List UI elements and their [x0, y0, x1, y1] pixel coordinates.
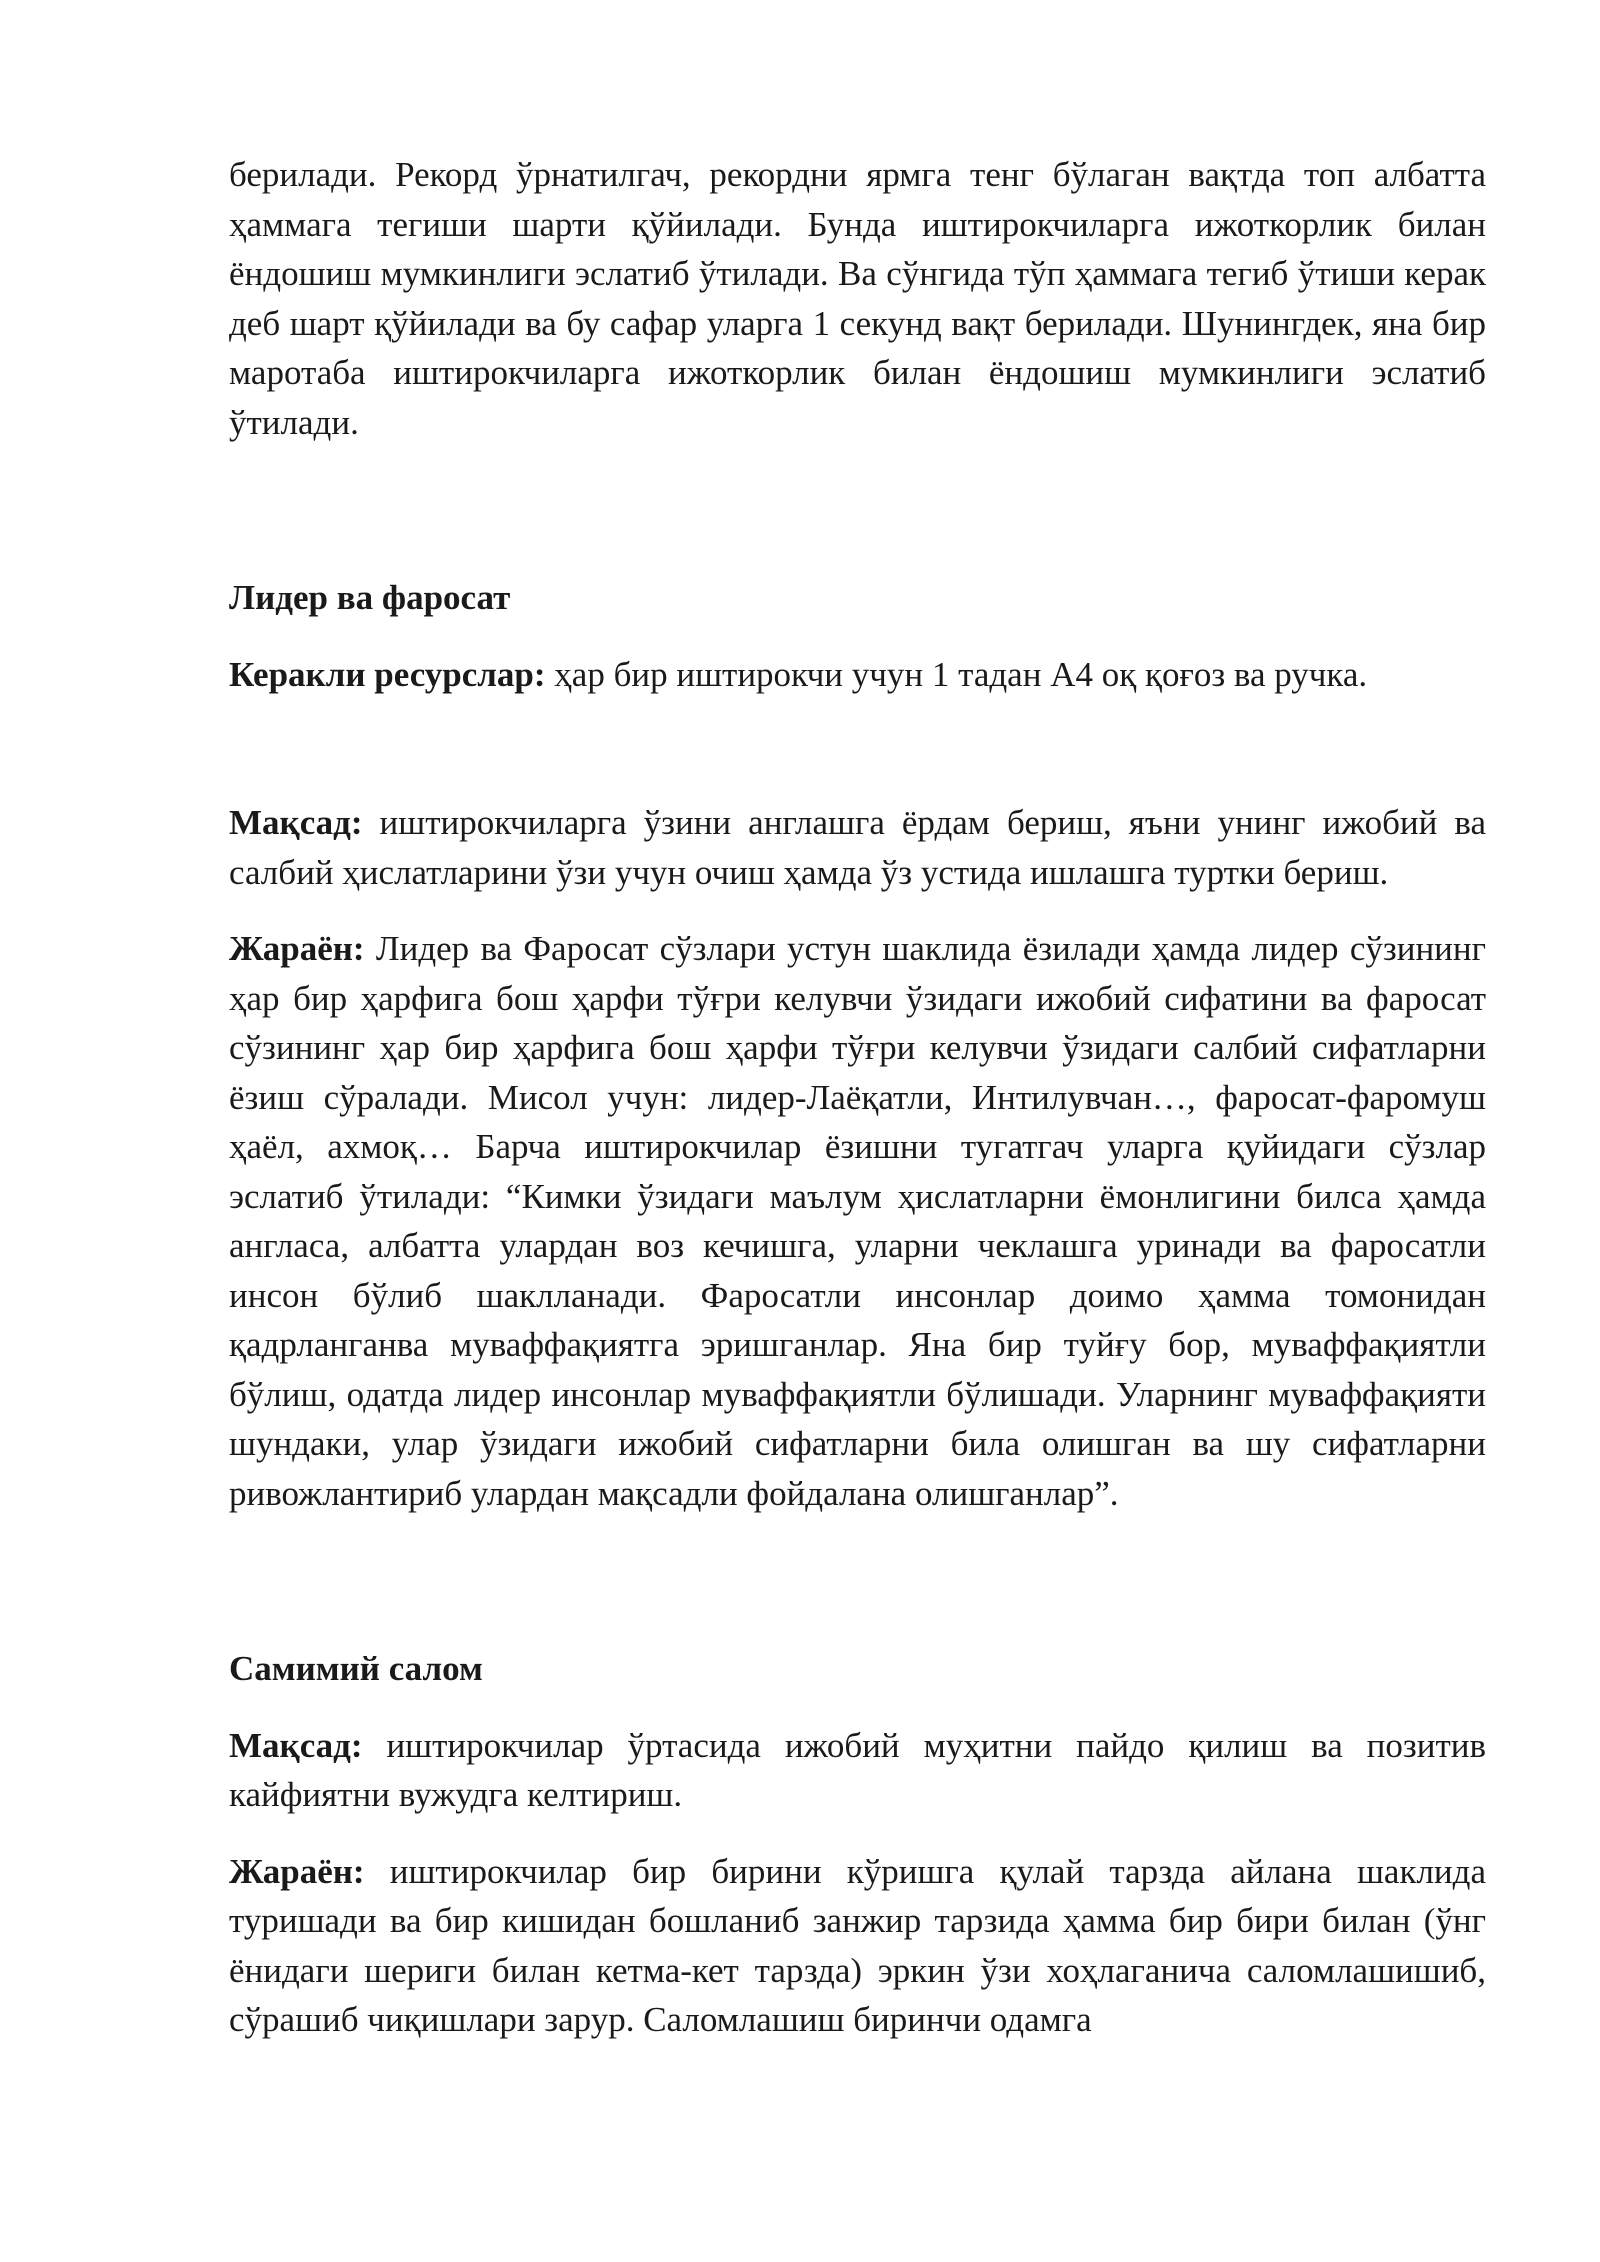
goal-label: Мақсад:: [229, 803, 363, 842]
process-text: Лидер ва Фаросат сўзлари устун шаклида ёзилади ҳамда лидер сўзининг ҳар бир ҳарфига бош ҳарфи тўғри келувчи ўзидаги ижобий сифатини ва фаросат сўзининг ҳар бир ҳарфига бош ҳарфи тўғри келувчи ўзидаги салбий сифатларни ёзиш сўралади. Мисол учун: лидер-Лаёқатли, Интилувчан…, фаросат-фаромуш ҳаёл, ахмоқ… Барча иштирокчилар ёзишни тугатгач уларга қуйидаги сўзлар эслатиб ўтилади: “Кимки ўзидаги маълум ҳислатларни ёмонлигини билса ҳамда англаса, албатта улардан воз кечишга, уларни чеклашга уринади ва фаросатли инсон бўлиб шаклланади. Фаросатли инсонлар доимо ҳамма томонидан қадрланганва муваффақиятга эришганлар. Яна бир туйғу бор, муваффақиятли бўлиш, одатда лидер инсонлар муваффақиятли бўлишади. Уларнинг муваффақияти шундаки, улар ўзидаги ижобий сифатларни била олишган ва шу сифатларни ривожлантириб улардан мақсадли фойдалана олишганлар”.: [229, 929, 1486, 1513]
resources-paragraph: [229, 650, 1486, 700]
process-label: Жараён:: [229, 1851, 365, 1891]
goal-text: иштирокчилар ўртасида ижобий муҳитни пайдо қилиш ва позитив кайфиятни вужудга келтириш.: [229, 1725, 1486, 1814]
resources-label: Керакли ресурслар:: [229, 654, 546, 694]
section-title-leader: Лидер ва фаросат: [229, 578, 511, 617]
process-paragraph-greeting: [229, 1847, 1486, 2045]
section-title-greeting: Самимий салом: [229, 1649, 483, 1688]
goal-label: Мақсад:: [229, 1725, 363, 1765]
goal-text: иштирокчиларга ўзини англашга ёрдам бериш, яъни унинг ижобий ва салбий ҳислатларини ўзи учун очиш ҳамда ўз устида ишлашга туртки бериш.: [229, 803, 1486, 892]
goal-paragraph-leader: [229, 798, 1486, 897]
document-page: [229, 150, 1486, 2045]
intro-paragraph: берилади. Рекорд ўрнатилгач, рекордни ярмга тенг бўлаган вақтда топ албатта ҳаммага тегиши шарти қўйилади. Бунда иштирокчиларга ижоткорлик билан ёндошиш мумкинлиги эслатиб ўтилади. Ва сўнгида тўп ҳаммага тегиб ўтиши керак деб шарт қўйилади ва бу сафар уларга 1 секунд вақт берилади. Шунингдек, яна бир маротаба иштирокчиларга ижоткорлик билан ёндошиш мумкинлиги эслатиб ўтилади.: [229, 155, 1486, 442]
resources-text: ҳар бир иштирокчи учун 1 тадан А4 оқ қоғоз ва ручка.: [545, 654, 1368, 694]
process-text: иштирокчилар бир бирини кўришга қулай тарзда айлана шаклида туришади ва бир кишидан бошланиб занжир тарзида ҳамма бир бири билан (ўнг ёнидаги шериги билан кетма-кет тарзда) эркин ўзи хоҳлаганича саломлашишиб, сўрашиб чиқишлари зарур. Саломлашиш биринчи одамга: [229, 1851, 1486, 2039]
process-paragraph-leader: [229, 924, 1486, 1518]
goal-paragraph-greeting: [229, 1721, 1486, 1820]
process-label: Жараён:: [229, 929, 365, 968]
